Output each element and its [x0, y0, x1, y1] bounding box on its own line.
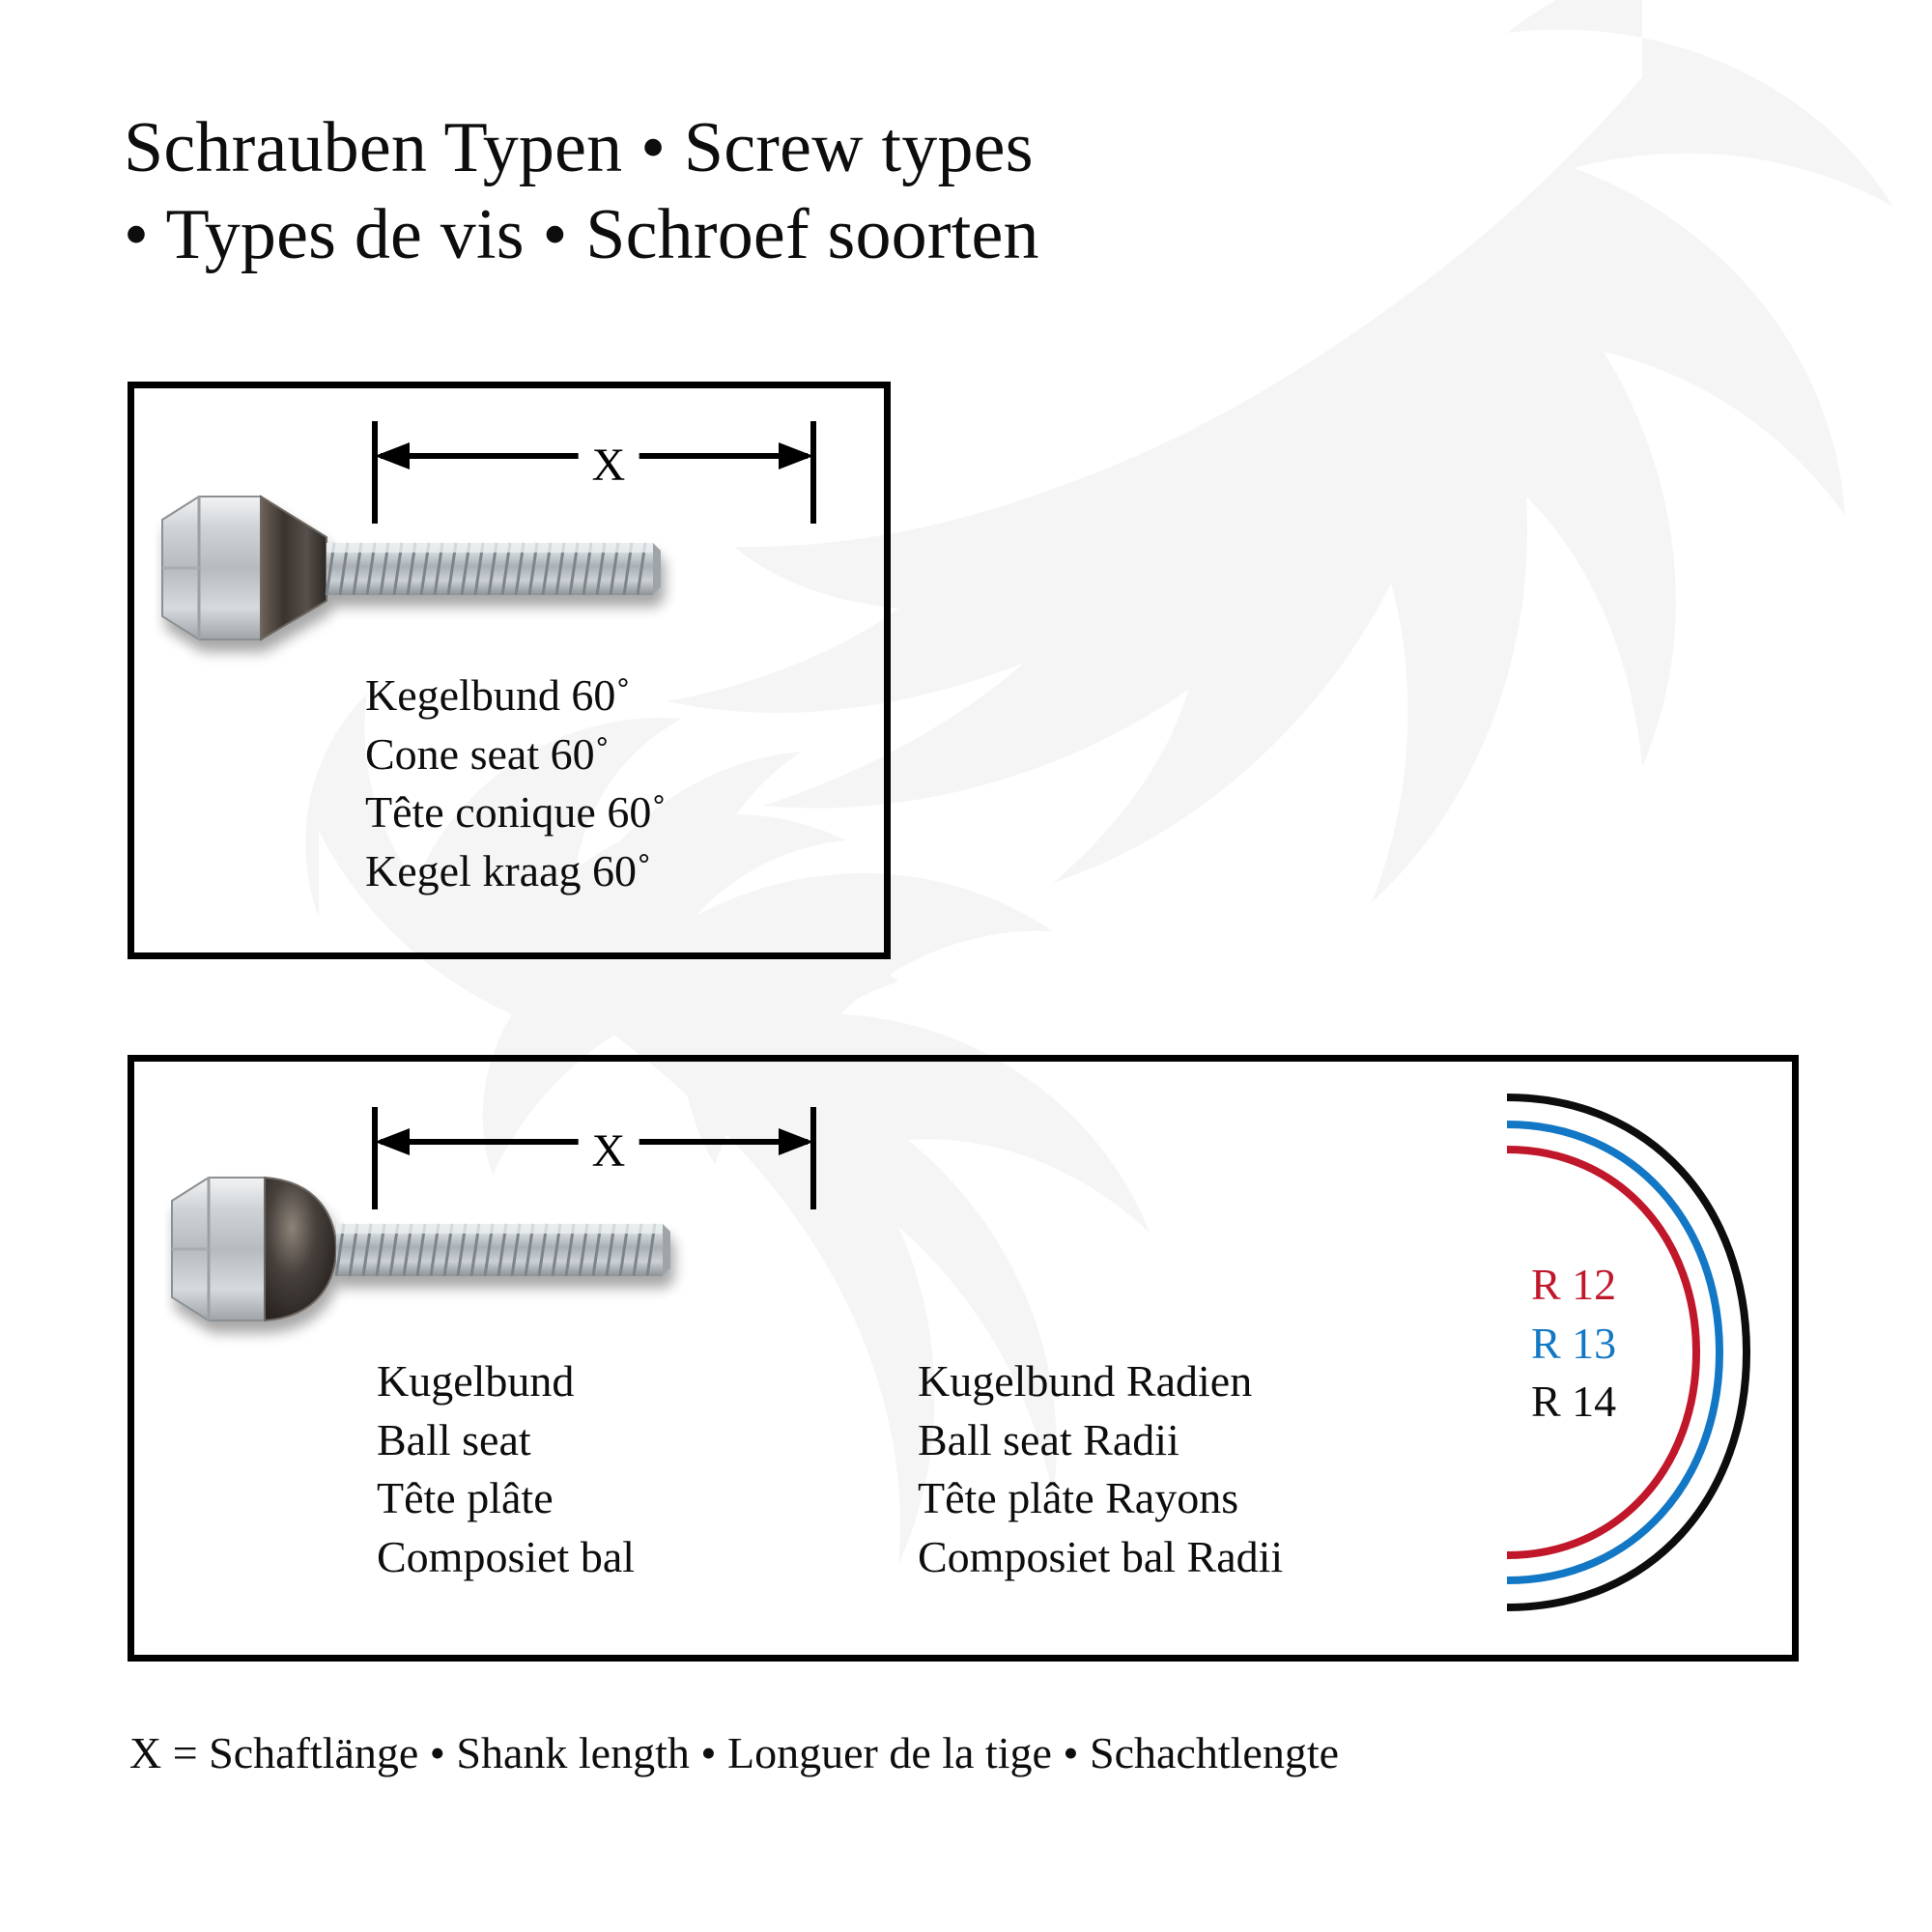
footer-note: X = Schaftlänge • Shank length • Longuer de la tige • Schachtlengte: [129, 1728, 1340, 1777]
ball-seat-desc-de: Kugelbund: [377, 1356, 575, 1406]
ball-seat-descriptions: [377, 1352, 635, 1587]
bolt-cone-seat-illustration: [155, 483, 850, 676]
cone-seat-desc-de: Kegelbund 60˚: [365, 670, 631, 720]
radii-legend-r12: R 12: [1531, 1260, 1617, 1309]
radii-desc-de: Kugelbund Radien: [918, 1356, 1253, 1406]
dimension-label-cone: X: [579, 439, 639, 492]
cone-seat-desc-en: Cone seat 60˚: [365, 728, 610, 779]
radii-legend: [1531, 1256, 1616, 1432]
radii-legend-r13: R 13: [1531, 1318, 1617, 1368]
dimension-label-ball: X: [579, 1124, 639, 1178]
page-title: [124, 104, 1573, 279]
cone-seat-descriptions: [365, 667, 667, 901]
bolt-ball-seat-illustration: [164, 1164, 860, 1357]
ball-seat-desc-en: Ball seat: [377, 1414, 531, 1464]
radii-desc-en: Ball seat Radii: [918, 1414, 1179, 1464]
ball-seat-desc-nl: Composiet bal: [377, 1532, 636, 1582]
ball-seat-radii-descriptions: [918, 1352, 1283, 1587]
cone-seat-desc-fr: Tête conique 60˚: [365, 787, 667, 838]
radii-desc-nl: Composiet bal Radii: [918, 1532, 1284, 1582]
radii-legend-r14: R 14: [1531, 1377, 1617, 1427]
ball-seat-desc-fr: Tête plâte: [377, 1473, 554, 1523]
radii-desc-fr: Tête plâte Rayons: [918, 1473, 1239, 1523]
title-line-1: Schrauben Typen • Screw types: [124, 108, 1034, 187]
title-line-2: • Types de vis • Schroef soorten: [124, 195, 1039, 275]
radii-arc-diagram: [1488, 1082, 1768, 1623]
cone-seat-desc-nl: Kegel kraag 60˚: [365, 846, 652, 896]
